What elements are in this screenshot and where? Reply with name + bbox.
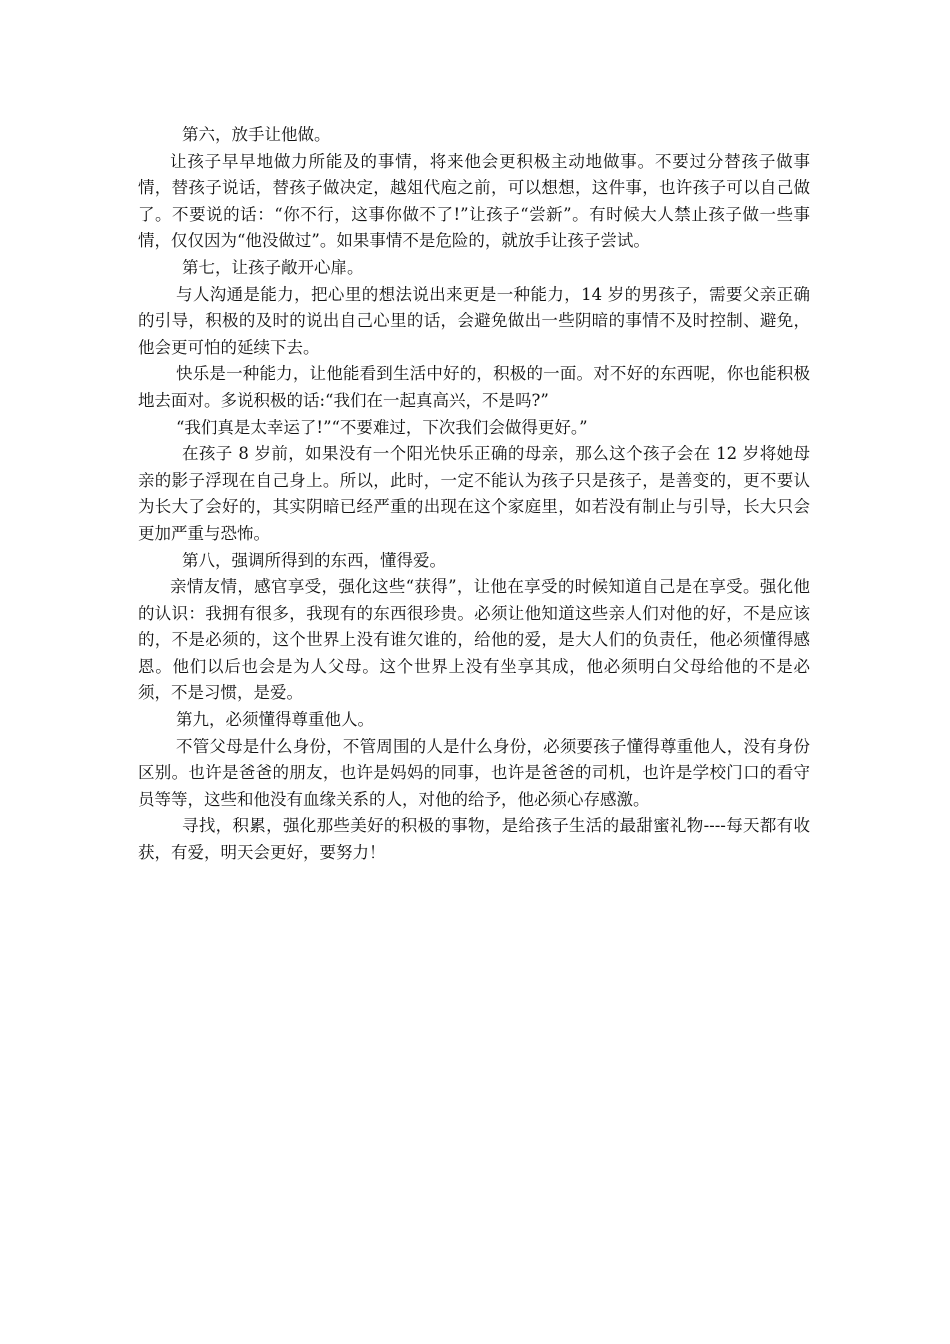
- paragraph-gratitude: 亲情友情，感官享受，强化这些“获得”，让他在享受的时候知道自己是在享受。强化他的认识：我拥有很多，我现有的东西很珍贵。必须让他知道这些亲人们对他的好，不是应该的，不是必须的，这个世界上没有谁欠谁的，给他的爱，是大人们的负责任，他必须懂得感恩。他们以后也会是为人父母。这个世界上没有坐享其成，他必须明白父母给他的不是必须，不是习惯，是爱。: [138, 577, 810, 703]
- paragraph-let-child-do: 让孩子早早地做力所能及的事情，将来他会更积极主动地做事。不要过分替孩子做事情，替孩子说话，替孩子做决定，越俎代庖之前，可以想想，这件事，也许孩子可以自己做了。不要说的话：“你不行，这事你做不了!”让孩子“尝新”。有时候大人禁止孩子做一些事情，仅仅因为“他没做过”。如果事情不是危险的，就放手让孩子尝试。: [138, 151, 810, 251]
- section-heading-seven: 第七，让孩子敞开心扉。: [182, 257, 364, 277]
- paragraph-mother-influence: 在孩子 8 岁前，如果没有一个阳光快乐正确的母亲，那么这个孩子会在 12 岁将她母亲的影子浮现在自己身上。所以，此时，一定不能认为孩子只是孩子，是善变的，更不要认为长大了会好的，其实阴暗已经严重的出现在这个家庭里，如若没有制止与引导，长大只会更加严重与恐怖。: [138, 444, 810, 543]
- section-heading-nine: 第九，必须懂得尊重他人。: [176, 710, 374, 730]
- paragraph-happiness: 快乐是一种能力，让他能看到生活中好的，积极的一面。对不好的东西呢，你也能积极地去面对。多说积极的话:“我们在一起真高兴，不是吗?”: [138, 364, 810, 410]
- paragraph-communication: 与人沟通是能力，把心里的想法说出来更是一种能力，14 岁的男孩子，需要父亲正确的引导，积极的及时的说出自己心里的话，会避免做出一些阴暗的事情不及时控制、避免，他会更可怕的延续下去。: [138, 284, 810, 357]
- document-body: [138, 122, 810, 867]
- paragraph-respect: 不管父母是什么身份，不管周围的人是什么身份，必须要孩子懂得尊重他人，没有身份区别。也许是爸爸的朋友，也许是妈妈的同事，也许是爸爸的司机，也许是学校门口的看守员等等，这些和他没有血缘关系的人，对他的给予，他必须心存感激。: [138, 736, 810, 809]
- section-heading-six: 第六，放手让他做。: [182, 125, 331, 144]
- paragraph-positive-quotes: “我们真是太幸运了!”“不要难过，下次我们会做得更好。”: [176, 417, 588, 437]
- paragraph-conclusion: 寻找，积累，强化那些美好的积极的事物，是给孩子生活的最甜蜜礼物----每天都有收获，有爱，明天会更好，要努力！: [138, 816, 810, 863]
- section-heading-eight: 第八，强调所得到的东西，懂得爱。: [182, 550, 446, 570]
